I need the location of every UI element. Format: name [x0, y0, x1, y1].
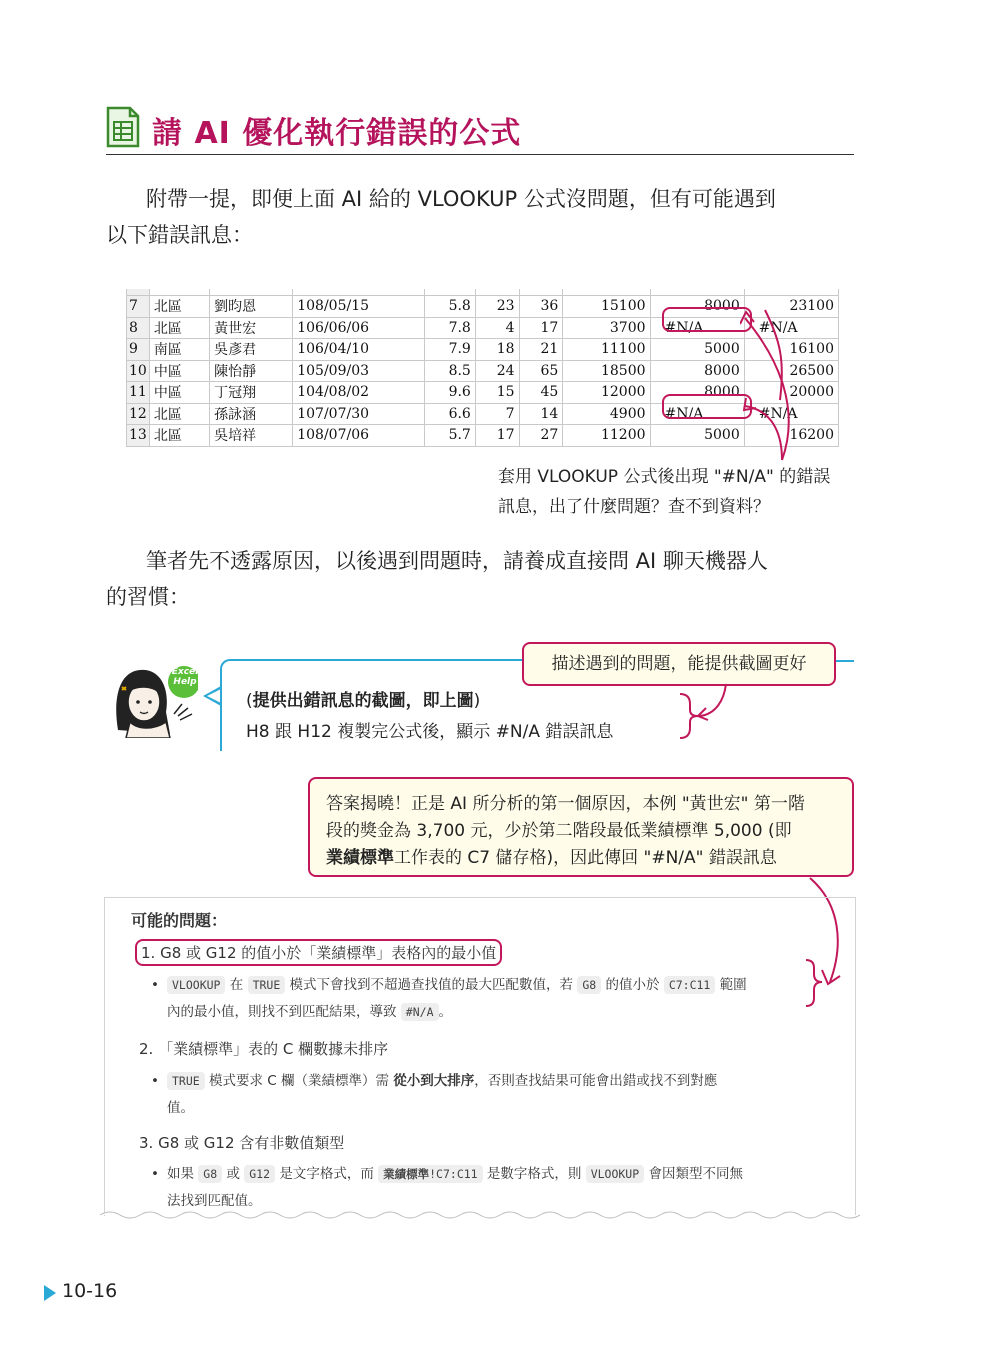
text: 是數字格式，則: [482, 1166, 586, 1182]
sheet-row: [127, 360, 839, 382]
sheet-cell: 26500: [744, 360, 838, 382]
intro-line-1: 附帶一提，即便上面 AI 給的 VLOOKUP 公式沒問題，但有可能遇到: [146, 187, 776, 211]
text: 模式要求 C 欄（業績標準）需: [204, 1073, 394, 1089]
code-g8: G8: [577, 976, 601, 994]
answer-note-line-2: 段的獎金為 3,700 元，少於第二階段最低業績標準 5,000 (即: [326, 821, 792, 841]
error-callout-arrows: [740, 300, 860, 470]
text: 法找到匹配值。: [167, 1193, 262, 1209]
sheet-cell: 45: [519, 382, 563, 404]
sheet-cell: 8.5: [424, 360, 475, 382]
problem-3: 3. G8 或 G12 含有非數值類型: [139, 1134, 345, 1152]
sheet-row: [127, 339, 839, 361]
code-true: TRUE: [167, 1072, 205, 1090]
row-number: 11: [127, 382, 150, 404]
text: 的值小於: [601, 977, 664, 993]
sheet-cell: 北區: [149, 403, 209, 425]
sheet-cell: 6.6: [424, 403, 475, 425]
sheet-cell: 8000: [650, 296, 744, 318]
sheet-cell: 5000: [650, 425, 744, 447]
answer-note-bold: 業績標準: [326, 848, 394, 868]
prompt-open: (: [246, 691, 253, 711]
prompt-brace-arrow: [676, 680, 736, 742]
sheet-cell: 丁冠翔: [210, 382, 293, 404]
row-number: 12: [127, 403, 150, 425]
text: 或: [222, 1166, 245, 1182]
sheet-cell: 16200: [744, 425, 838, 447]
sheet-cell: 5.8: [424, 296, 475, 318]
sheet-cell: 108/07/06: [293, 425, 425, 447]
sheet-cell: 5.7: [424, 425, 475, 447]
section-heading: [106, 102, 854, 155]
sheet-cell: 8000: [650, 382, 744, 404]
sheet-cell: 15: [475, 382, 519, 404]
sheet-cell: 7: [475, 403, 519, 425]
sheet-cell: 8000: [650, 360, 744, 382]
sheet-row: [127, 425, 839, 447]
sheet-cell: #N/A: [650, 317, 744, 339]
text: 範圍: [715, 977, 747, 993]
advice-line-2: 的習慣：: [106, 585, 190, 609]
ai-answer-panel: [104, 897, 856, 1216]
sheet-cell: 17: [475, 425, 519, 447]
code-vlookup: VLOOKUP: [167, 976, 225, 994]
chat-prompt-line-2: H8 跟 H12 複製完公式後，顯示 #N/A 錯誤訊息: [246, 722, 614, 742]
sheet-cell: 吳培祥: [210, 425, 293, 447]
code-sheet-range: [378, 1165, 482, 1183]
bullet: •: [151, 1073, 159, 1089]
prompt-bold: 提供出錯訊息的截圖，即上圖: [252, 691, 474, 711]
sheet-cell: #N/A: [650, 403, 744, 425]
code-vlookup: VLOOKUP: [586, 1165, 644, 1183]
sheet-cell: 21: [519, 339, 563, 361]
tip-box: 描述遇到的問題，能提供截圖更好: [522, 642, 836, 686]
sheet-cell: #N/A: [744, 403, 838, 425]
sheet-cell: 北區: [149, 296, 209, 318]
problem-2: 2. 「業績標準」表的 C 欄數據未排序: [139, 1040, 389, 1058]
sheet-cell: 65: [519, 360, 563, 382]
answer-note-rest: 工作表的 C7 儲存格)，因此傳回 "#N/A" 錯誤訊息: [394, 848, 777, 868]
sheet-cell: 11200: [563, 425, 650, 447]
answer-note-line-1: 答案揭曉！正是 AI 所分析的第一個原因，本例 "黃世宏" 第一階: [326, 794, 805, 814]
sheet-cell: 劉昀恩: [210, 296, 293, 318]
sheet-cell: 7.9: [424, 339, 475, 361]
sheet-cell: 105/09/03: [293, 360, 425, 382]
problem-1-detail: [151, 972, 807, 1026]
bullet: •: [151, 1166, 159, 1182]
sheet-cell: 11100: [563, 339, 650, 361]
text: 值。: [167, 1100, 194, 1116]
excel-help-badge: [170, 667, 200, 687]
text: 是文字格式，而: [275, 1166, 379, 1182]
code-na: #N/A: [401, 1003, 439, 1021]
page-title: 請 AI 優化執行錯誤的公式: [152, 116, 522, 151]
sheet-cell: 孫詠涵: [210, 403, 293, 425]
sheet-cell: 中區: [149, 382, 209, 404]
sheet-cell: 18500: [563, 360, 650, 382]
sheet-cell: 17: [519, 317, 563, 339]
text: 。: [438, 1004, 452, 1020]
spreadsheet-doc-icon: [106, 106, 140, 148]
row-number: 8: [127, 317, 150, 339]
sheet-cell: 北區: [149, 425, 209, 447]
sheet-cell: 5000: [650, 339, 744, 361]
sheet-cell: 24: [475, 360, 519, 382]
sheet-cell: 104/08/02: [293, 382, 425, 404]
chat-prompt-line-1: [246, 686, 480, 716]
error-highlight-h12: [662, 394, 752, 419]
sheet-cell: 北區: [149, 317, 209, 339]
sheet-cell: 中區: [149, 360, 209, 382]
row-number: 9: [127, 339, 150, 361]
sheet-cell: 14: [519, 403, 563, 425]
sheet-cell: 7.8: [424, 317, 475, 339]
sheet-cell: 107/07/30: [293, 403, 425, 425]
sheet-cell: 12000: [563, 382, 650, 404]
page-marker-icon: [44, 1285, 56, 1301]
intro-line-2: 以下錯誤訊息：: [106, 223, 253, 247]
problem-2-detail: [151, 1068, 807, 1122]
sheet-cell: #N/A: [744, 317, 838, 339]
sheet-cell: 16100: [744, 339, 838, 361]
prompt-close: ): [473, 691, 481, 711]
error-highlight-h8: [662, 307, 752, 332]
ai-answer-heading: 可能的問題：: [131, 911, 228, 930]
code-true: TRUE: [248, 976, 286, 994]
text: 如果: [167, 1166, 199, 1182]
sheet-cell: 108/05/15: [293, 296, 425, 318]
row-number: 7: [127, 296, 150, 318]
answer-note: [308, 777, 854, 877]
advice-line-1: 筆者先不透露原因，以後遇到問題時，請養成直接問 AI 聊天機器人: [146, 549, 768, 573]
sheet-cell: 吳彥君: [210, 339, 293, 361]
row-number: 10: [127, 360, 150, 382]
sheet-cell: 23: [475, 296, 519, 318]
bold-text: 從小到大排序: [393, 1073, 475, 1089]
code-range: C7:C11: [664, 976, 716, 994]
row-number: 13: [127, 425, 150, 447]
badge-line-2: Help: [173, 677, 197, 687]
text: 模式下會找到不超過查找值的最大匹配數值，若: [285, 977, 578, 993]
sheet-cell: 23100: [744, 296, 838, 318]
sheet-cell: 南區: [149, 339, 209, 361]
sheet-cell: 陳怡靜: [210, 360, 293, 382]
answer-note-line-3: [326, 845, 852, 872]
code-g12: G12: [244, 1165, 275, 1183]
sheet-cell: 18: [475, 339, 519, 361]
sheet-caption-line-2: 訊息，出了什麼問題？查不到資料？: [498, 497, 770, 517]
badge-line-1: Excel: [171, 667, 199, 677]
code-sheet-name: 業績標準: [383, 1167, 430, 1181]
sheet-caption: [498, 462, 830, 522]
sheet-cell: 106/04/10: [293, 339, 425, 361]
sheet-cell: 15100: [563, 296, 650, 318]
sheet-cell: 106/06/06: [293, 317, 425, 339]
sheet-cell: 36: [519, 296, 563, 318]
sheet-cell: 4900: [563, 403, 650, 425]
page-number: 10-16: [62, 1280, 118, 1302]
text: 內的最小值，則找不到匹配結果，導致: [167, 1004, 401, 1020]
code-range: !C7:C11: [429, 1167, 478, 1181]
sheet-cell: 27: [519, 425, 563, 447]
sheet-cell: 4: [475, 317, 519, 339]
text: 會因類型不同無: [644, 1166, 743, 1182]
sheet-cell: 黃世宏: [210, 317, 293, 339]
text: 在: [225, 977, 248, 993]
problem-1: 1. G8 或 G12 的值小於「業績標準」表格內的最小值: [135, 939, 502, 966]
sheet-cell: 3700: [563, 317, 650, 339]
text: ，否則查找結果可能會出錯或找不到對應: [474, 1073, 718, 1089]
code-g8: G8: [198, 1165, 222, 1183]
chat-bubble-tail-fill: [207, 689, 221, 703]
bullet: •: [151, 977, 159, 993]
sheet-cell: 20000: [744, 382, 838, 404]
sheet-cell: 9.6: [424, 382, 475, 404]
torn-edge: [100, 1205, 860, 1225]
sheet-caption-line-1: 套用 VLOOKUP 公式後出現 "#N/A" 的錯誤: [498, 467, 831, 487]
